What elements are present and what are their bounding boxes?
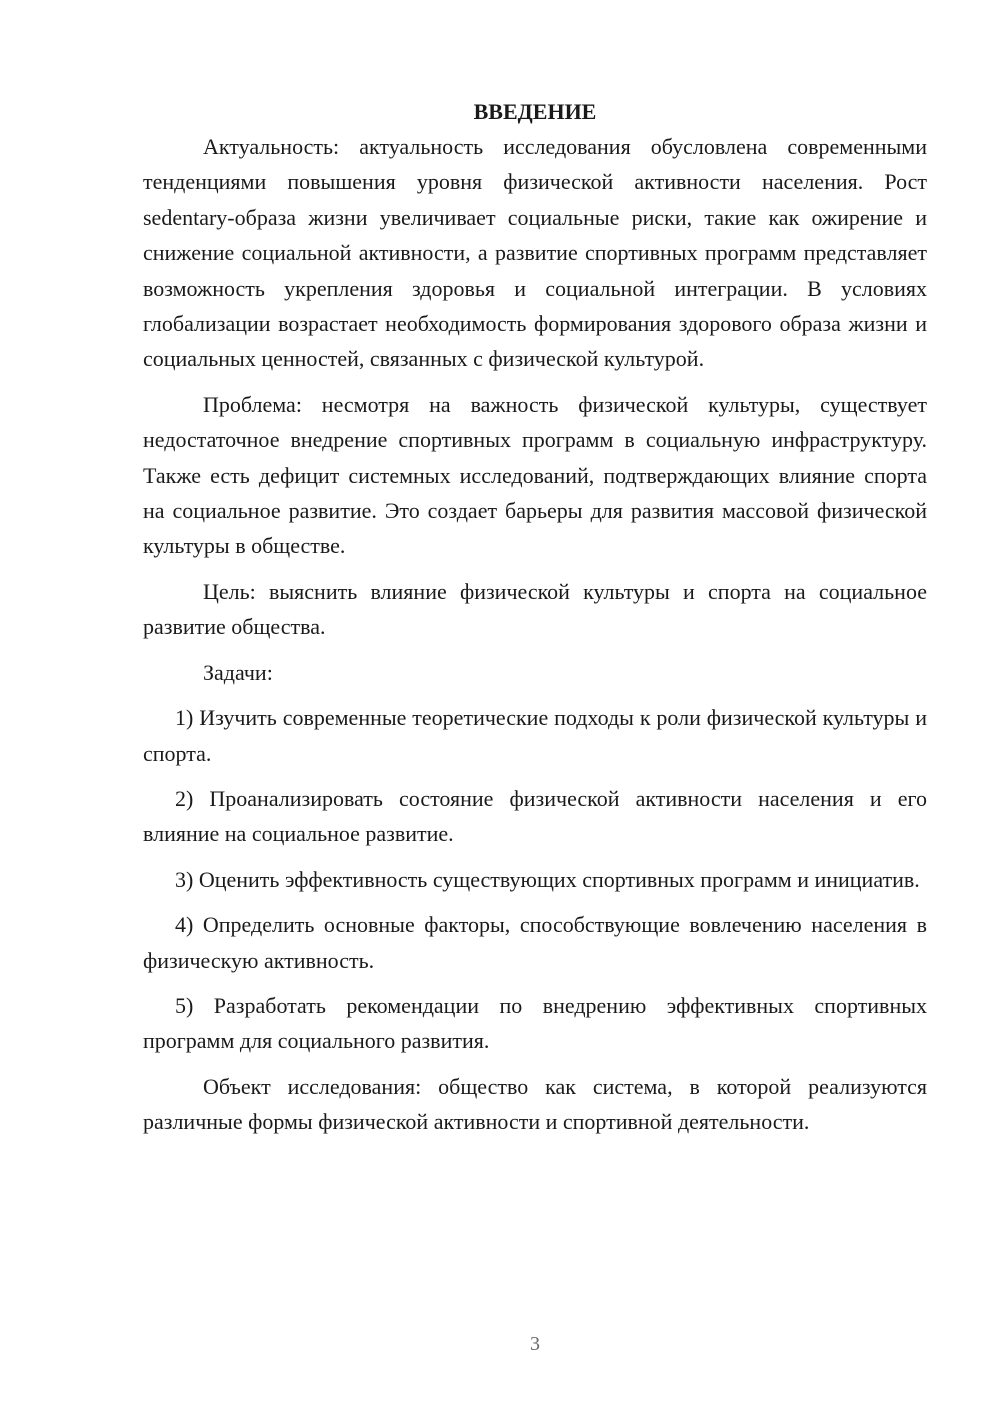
page-title: ВВЕДЕНИЕ	[473, 99, 597, 124]
task-item-4: 4) Определить основные факторы, способствующие вовлечению населения в физическую активность.	[143, 912, 927, 973]
relevance-paragraph: Актуальность: актуальность исследования обусловлена современными тенденциями повышения уровня физической активности населения. Рост sedentary-образа жизни увеличивает социальные риски, такие как ожирение и снижение социальной активности, а развитие спортивных программ представляет возможность укрепления здоровья и социальной интеграции. В условиях глобализации возрастает необходимость формирования здорового образа жизни и социальных ценностей, связанных с физической культурой.	[143, 134, 927, 372]
tasks-heading: Задачи:	[203, 659, 273, 685]
goal-paragraph: Цель: выяснить влияние физической культуры и спорта на социальное развитие общества.	[143, 578, 927, 640]
task-item-5: 5) Разработать рекомендации по внедрению эффективных спортивных программ для социального развития.	[143, 992, 927, 1054]
task-item-1: 1) Изучить современные теоретические подходы к роли физической культуры и спорта.	[143, 705, 927, 766]
problem-paragraph: Проблема: несмотря на важность физической культуры, существует недостаточное внедрение спортивных программ в социальную инфраструктуру. Также есть дефицит системных исследований, подтверждающих влияние спорта на социальное развитие. Это создает барьеры для развития массовой физической культуры в обществе.	[143, 391, 927, 559]
object-paragraph: Объект исследования: общество как система, в которой реализуются различные формы физической активности и спортивной деятельности.	[143, 1073, 927, 1135]
page-number: 3	[530, 1333, 540, 1355]
page-content	[143, 94, 927, 1150]
task-item-3: 3) Оценить эффективность существующих спортивных программ и инициатив.	[175, 866, 920, 892]
task-item-2: 2) Проанализировать состояние физической активности населения и его влияние на социальное развитие.	[143, 785, 927, 847]
